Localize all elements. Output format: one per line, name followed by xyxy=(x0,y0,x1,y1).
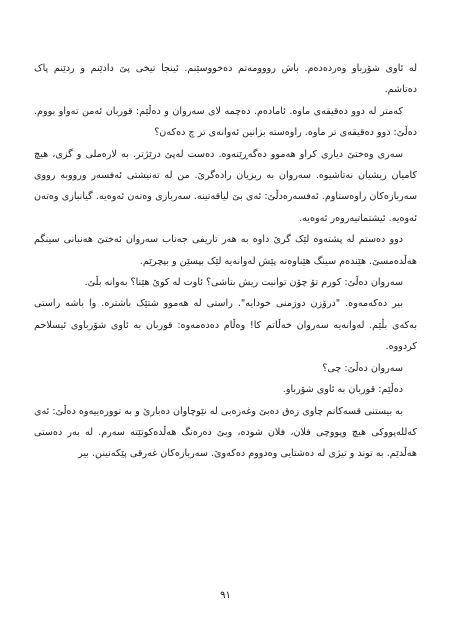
paragraph-7: سەروان دەڵێ: چی؟ xyxy=(322,362,403,374)
paragraph-8: دەڵێم: قوربان بە ئاوی شۆرباو. xyxy=(282,384,403,396)
paragraph-9: بە بیستنی قسەکانم چاوی زەق دەبێ وغەزەبی لە نێوچاوان دەبارێ و بە توورەییەوە دەڵێ: ئەی کەللەپووکی هیچ وپووچی فلان، فلان شودە، وبێ دەرەنگ هەڵدەکوتێتە سەرم. لە بەر دەستی هەڵدێم. بە توند و تیژی لە دەشتایی وەدووم دەکەوێ. سەربازەکان غەرقی پێکەنینن. بیر xyxy=(34,405,417,460)
paragraph-2: کەمتر لە دوو دەقیقەی ماوە. ئامادەم. دەچمە لای سەروان و دەڵێم: قوربان ئەمن تەواو بووم. دەڵێ: دوو دەقیقەی تر ماوە. راوەستە بزانین ئەوانەی تر چ دەکەن؟ xyxy=(34,105,417,139)
paragraph-1: لە ئاوی شۆرباو وەردەدەم. باش رووومەتم دەخووسێنم. ئینجا تیخی پێ دادێنم و ردێنم پاک دەتاشم. xyxy=(34,63,417,96)
page-body xyxy=(34,58,417,465)
page-number: ٩١ xyxy=(220,590,231,601)
paragraph-5: سەروان دەڵێ: کورم تۆ چۆن توانیت ریش بتاشی؟ ئاوت لە کوێ هێنا؟ بەوانە بڵێ. xyxy=(84,277,403,289)
paragraph-4: دوو دەستم لە پشتەوە لێک گرێ داوە بە هەر تاریفی جەناب سەروان ئەختێ هەنبانی سینگم هەڵدەمسێ. هێندەم سینگ هێناوەتە پێش لەوانەیە لێک بپسێن و بپچرێم. xyxy=(34,234,417,267)
paragraph-6: بیر دەکەمەوە. "درۆزن دوژمنی خودایە". راستی لە هەموو شتێک باشترە. وا باشە راستی بەکەی بڵێم. لەوانەیە سەروان خەڵاتم کا! وەڵام دەدەمەوە: قوربان بە ئاوی شۆرباوی ئیسلاحم کردووە. xyxy=(34,298,417,353)
paragraph-3: سەری وەختێ دیاری کراو هەموو دەگەڕێنەوە. دەست لەپێ درێژتر. بە لارەملی و گزی، هیچ کامیان ریشیان نەتاشیوە. سەروان بە ریزیان رادەگرێ. من لە تەنیشتی ئەفسەر ورووبە رووی سەربازەکان راوەستاوم. ئەفسەرەدڵێ: ئەی بێ لیاقەتینە. سەربازی وەتەن ئەوەیە. گیانبازی وەتەن ئەوەیە. ئیشتماتیەروەر ئەوەیە. xyxy=(34,148,417,224)
